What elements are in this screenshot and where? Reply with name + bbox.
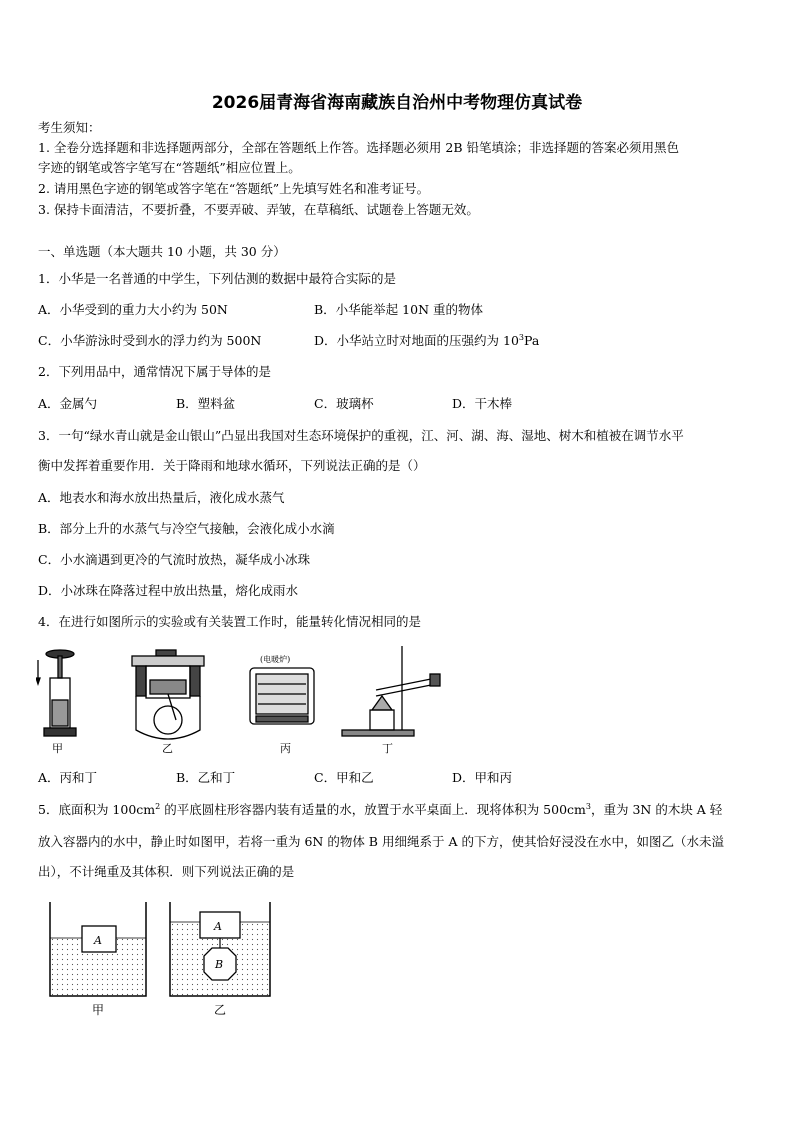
section-heading: 一、单选题（本大题共 10 小题，共 30 分）: [38, 244, 286, 259]
q2-option-c: C．玻璃杯: [314, 396, 374, 411]
fig-bing-heater: [250, 668, 314, 724]
q3-stem-1: 3．一句“绿水青山就是金山银山”凸显出我国对生态环境保护的重视，江、河、湖、海、湿地、树木和植被在调节水平: [38, 428, 684, 443]
notice-item-1: 1. 全卷分选择题和非选择题两部分，全部在答题纸上作答。选择题必须用 2B 铅笔填涂；非选择题的答案必须用黑色: [38, 140, 679, 155]
q4-option-c: C．甲和乙: [314, 770, 374, 785]
q1-option-c: C．小华游泳时受到水的浮力约为 500N: [38, 333, 262, 348]
container-jia: [50, 902, 146, 996]
heater-caption: (电暖炉): [260, 655, 291, 664]
fig-jia-pump: [36, 650, 76, 736]
q4-option-b: B．乙和丁: [176, 770, 236, 785]
q1-option-a: A．小华受到的重力大小约为 50N: [38, 302, 228, 317]
q2-stem: 2．下列用品中，通常情况下属于导体的是: [38, 364, 271, 379]
q1-option-b: B．小华能举起 10N 重的物体: [314, 302, 483, 317]
q3-option-d: D．小冰珠在降落过程中放出热量，熔化成雨水: [38, 583, 299, 598]
q3-option-a: A．地表水和海水放出热量后，液化成水蒸气: [38, 490, 285, 505]
block-b-label: B: [215, 958, 224, 971]
q2-option-a: A．金属勺: [38, 396, 98, 411]
notice-item-1-cont: 字迹的钢笔或答字笔写在“答题纸”相应位置上。: [38, 160, 301, 175]
q5-stem-2: 放入容器内的水中，静止时如图甲，若将一重为 6N 的物体 B 用细绳系于 A 的下方，使其恰好浸没在水中，如图乙（水未溢: [38, 834, 724, 849]
q4-option-a: A．丙和丁: [38, 770, 98, 785]
q2-option-b: B．塑料盆: [176, 396, 236, 411]
notice-item-3: 3. 保持卡面清洁，不要折叠，不要弄破、弄皱，在草稿纸、试题卷上答题无效。: [38, 202, 479, 217]
q5-stem-3: 出），不计绳重及其体积．则下列说法正确的是: [38, 864, 295, 879]
fig-label-bing: 丙: [280, 742, 291, 755]
q1-stem: 1．小华是一名普通的中学生，下列估测的数据中最符合实际的是: [38, 271, 396, 286]
page-title: 2026届青海省海南藏族自治州中考物理仿真试卷: [211, 93, 583, 113]
q3-stem-2: 衡中发挥着重要作用．关于降雨和地球水循环，下列说法正确的是（）: [38, 458, 426, 473]
fig-label-jia: 甲: [52, 742, 63, 755]
fig-yi-engine: [132, 650, 204, 739]
q2-option-d: D．干木棒: [452, 396, 513, 411]
q5-figure: [40, 892, 330, 1022]
q4-stem: 4．在进行如图所示的实验或有关装置工作时，能量转化情况相同的是: [38, 614, 421, 629]
block-a-yi-label: A: [214, 920, 222, 933]
q4-option-d: D．甲和丙: [452, 770, 513, 785]
fig-label-yi-5: 乙: [214, 1003, 227, 1017]
q5-stem-1: 5．底面积为 $100cm^2$ 的平底圆柱形容器内装有适量的水，放置于水平桌面上．现将体积为 $500cm^3$，重为 3N 的木块 A 轻: [38, 801, 723, 817]
q3-option-c: C．小水滴遇到更冷的气流时放热，凝华成小冰珠: [38, 552, 311, 567]
fig-ding-test-tube: [342, 646, 440, 736]
fig-label-yi: 乙: [162, 742, 173, 755]
container-yi: [170, 902, 270, 996]
q4-figure: [36, 640, 456, 760]
block-a-jia-label: A: [94, 934, 102, 947]
q1-option-d: D．小华站立时对地面的压强约为 $10^3Pa$: [314, 332, 540, 348]
fig-label-ding: 丁: [382, 742, 393, 755]
q3-option-b: B．部分上升的水蒸气与冷空气接触，会液化成小水滴: [38, 521, 335, 536]
fig-label-jia-5: 甲: [92, 1003, 105, 1017]
notice-heading: 考生须知：: [38, 120, 101, 135]
notice-item-2: 2. 请用黑色字迹的钢笔或答字笔在“答题纸”上先填写姓名和准考证号。: [38, 181, 430, 196]
